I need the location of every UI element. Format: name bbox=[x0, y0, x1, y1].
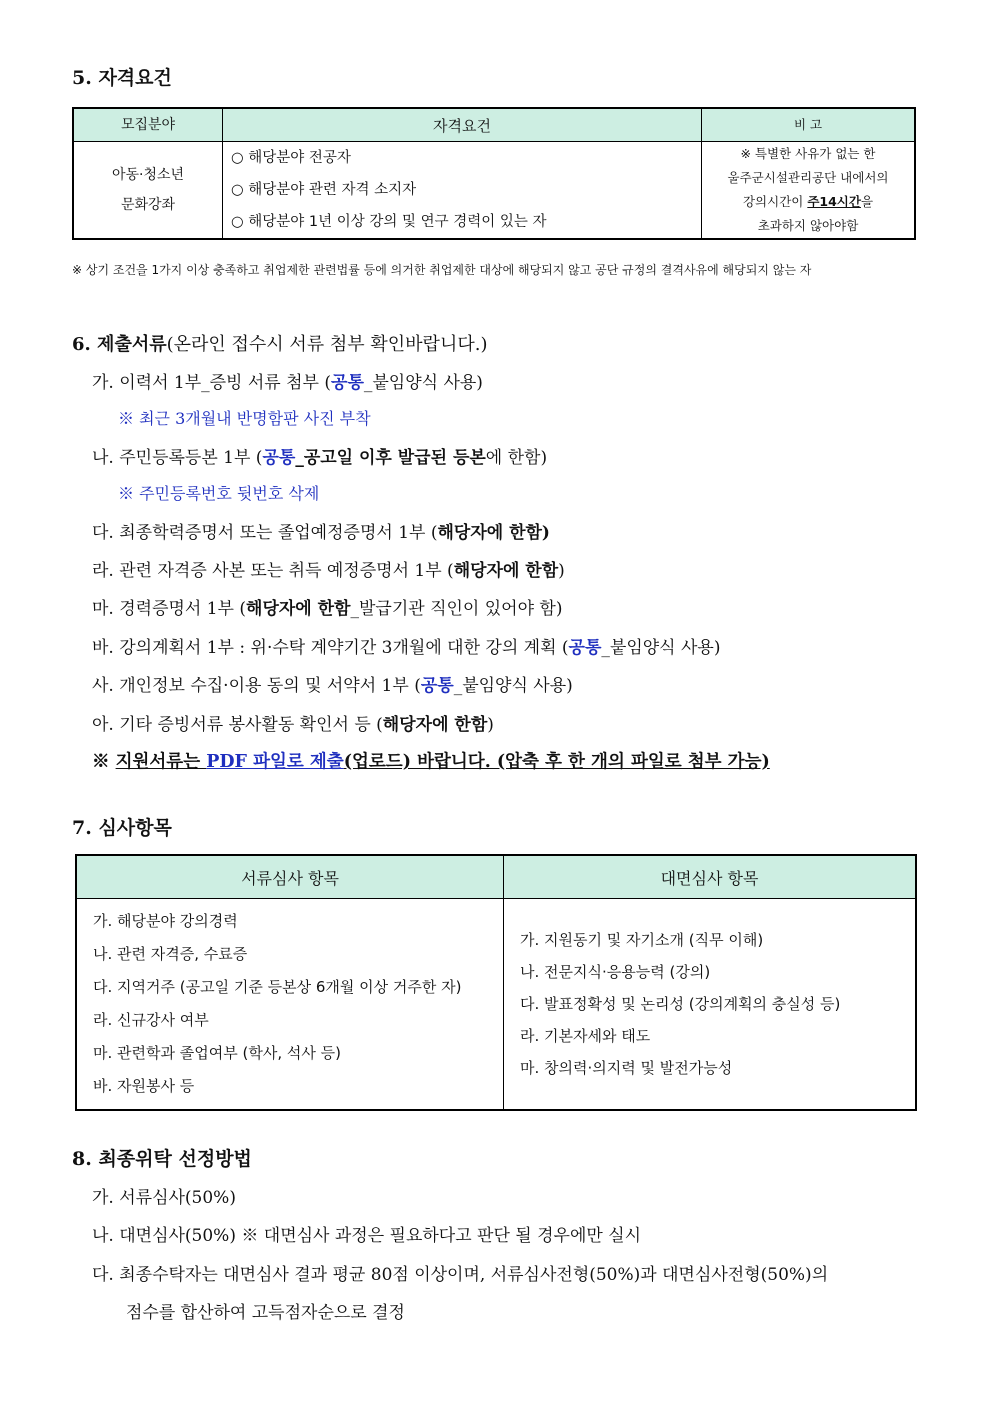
list-item: 나. 전문지식·응용능력 (강의) bbox=[520, 963, 711, 981]
requirement-item: ○ 해당분야 관련 자격 소지자 bbox=[231, 182, 417, 198]
section-5-title: 5. 자격요건 bbox=[72, 67, 172, 89]
selection-item-ga: 가. 서류심사(50%) bbox=[92, 1188, 236, 1208]
header-document-review: 서류심사 항목 bbox=[76, 855, 504, 899]
doc-item-na-note: ※ 주민등록번호 뒷번호 삭제 bbox=[118, 484, 320, 503]
header-note: 비 고 bbox=[702, 108, 916, 142]
list-item: 바. 자원봉사 등 bbox=[93, 1077, 195, 1095]
requirements-cell bbox=[223, 142, 702, 240]
weekly-hours-limit: 주14시간 bbox=[807, 194, 861, 209]
selection-item-na: 나. 대면심사(50%) ※ 대면심사 과정은 필요하다고 판단 될 경우에만 실시 bbox=[92, 1226, 642, 1246]
doc-item-ba: 바. 강의계획서 1부 : 위·수탁 계약기간 3개월에 대한 강의 계획 (공통_붙임양식 사용) bbox=[92, 638, 721, 658]
doc-item-ra: 라. 관련 자격증 사본 또는 취득 예정증명서 1부 (해당자에 한함) bbox=[92, 561, 565, 581]
note-line: 강의시간이 주14시간을 bbox=[742, 194, 874, 209]
qualification-table bbox=[72, 107, 916, 240]
note-cell bbox=[702, 142, 916, 240]
list-item: 다. 지역거주 (공고일 기준 등본상 6개월 이상 거주한 자) bbox=[93, 978, 462, 996]
evaluation-table bbox=[75, 854, 917, 1111]
submission-notice: ※ 지원서류는 PDF 파일로 제출(업로드) 바랍니다. (압축 후 한 개의 파일로 첨부 가능) bbox=[92, 752, 770, 772]
section-7-title: 7. 심사항목 bbox=[72, 817, 172, 839]
table-header-row bbox=[76, 855, 916, 899]
field-line: 문화강좌 bbox=[120, 197, 176, 213]
pdf-submission-highlight: PDF 파일로 제출 bbox=[206, 752, 344, 772]
doc-item-sa: 사. 개인정보 수집·이용 동의 및 서약서 1부 (공통_붙임양식 사용) bbox=[92, 676, 573, 696]
note-line: 울주군시설관리공단 내에서의 bbox=[727, 170, 889, 185]
doc-item-ga: 가. 이력서 1부_증빙 서류 첨부 (공통_붙임양식 사용) bbox=[92, 373, 483, 393]
selection-item-da: 다. 최종수탁자는 대면심사 결과 평균 80점 이상이며, 서류심사전형(50%)과 대면심사전형(50%)의 bbox=[92, 1265, 829, 1285]
table-header-row bbox=[73, 108, 915, 142]
table-row bbox=[73, 142, 915, 240]
doc-item-ma: 마. 경력증명서 1부 (해당자에 한함_발급기관 직인이 있어야 함) bbox=[92, 599, 563, 619]
field-line: 아동·청소년 bbox=[111, 167, 185, 183]
qualification-footnote: ※ 상기 조건을 1가지 이상 충족하고 취업제한 관련법률 등에 의거한 취업제한 대상에 해당되지 않고 공단 규정의 결격사유에 해당되지 않는 자 bbox=[72, 263, 812, 277]
section-6-title: 6. 제출서류(온라인 접수시 서류 첨부 확인바랍니다.) bbox=[72, 334, 488, 355]
list-item: 다. 발표정확성 및 논리성 (강의계획의 충실성 등) bbox=[520, 995, 841, 1013]
selection-item-da-cont: 점수를 합산하여 고득점자순으로 결정 bbox=[126, 1303, 405, 1323]
header-field: 모집분야 bbox=[73, 108, 223, 142]
list-item: 마. 창의력·의지력 및 발전가능성 bbox=[520, 1059, 733, 1077]
header-interview-review: 대면심사 항목 bbox=[504, 855, 917, 899]
list-item: 라. 기본자세와 태도 bbox=[520, 1027, 651, 1045]
header-requirements: 자격요건 bbox=[223, 108, 702, 142]
doc-item-da: 다. 최종학력증명서 또는 졸업예정증명서 1부 (해당자에 한함) bbox=[92, 523, 550, 543]
list-item: 가. 해당분야 강의경력 bbox=[93, 912, 238, 930]
doc-item-a: 아. 기타 증빙서류 봉사활동 확인서 등 (해당자에 한함) bbox=[92, 715, 494, 735]
note-line: ※ 특별한 사유가 없는 한 bbox=[740, 146, 876, 161]
table-row bbox=[76, 899, 916, 1111]
document-review-cell bbox=[76, 899, 504, 1111]
list-item: 마. 관련학과 졸업여부 (학사, 석사 등) bbox=[93, 1044, 341, 1062]
list-item: 가. 지원동기 및 자기소개 (직무 이해) bbox=[520, 931, 764, 949]
field-cell bbox=[73, 142, 223, 240]
list-item: 라. 신규강사 여부 bbox=[93, 1011, 209, 1029]
doc-item-ga-note: ※ 최근 3개월내 반명함판 사진 부착 bbox=[118, 409, 371, 428]
requirement-item: ○ 해당분야 1년 이상 강의 및 연구 경력이 있는 자 bbox=[231, 214, 547, 230]
section-8-title: 8. 최종위탁 선정방법 bbox=[72, 1148, 252, 1170]
doc-item-na: 나. 주민등록등본 1부 (공통_공고일 이후 발급된 등본에 한함) bbox=[92, 448, 548, 468]
requirement-item: ○ 해당분야 전공자 bbox=[231, 150, 351, 166]
note-line: 초과하지 않아야함 bbox=[757, 218, 859, 233]
interview-review-cell bbox=[504, 899, 917, 1111]
list-item: 나. 관련 자격증, 수료증 bbox=[93, 945, 248, 963]
